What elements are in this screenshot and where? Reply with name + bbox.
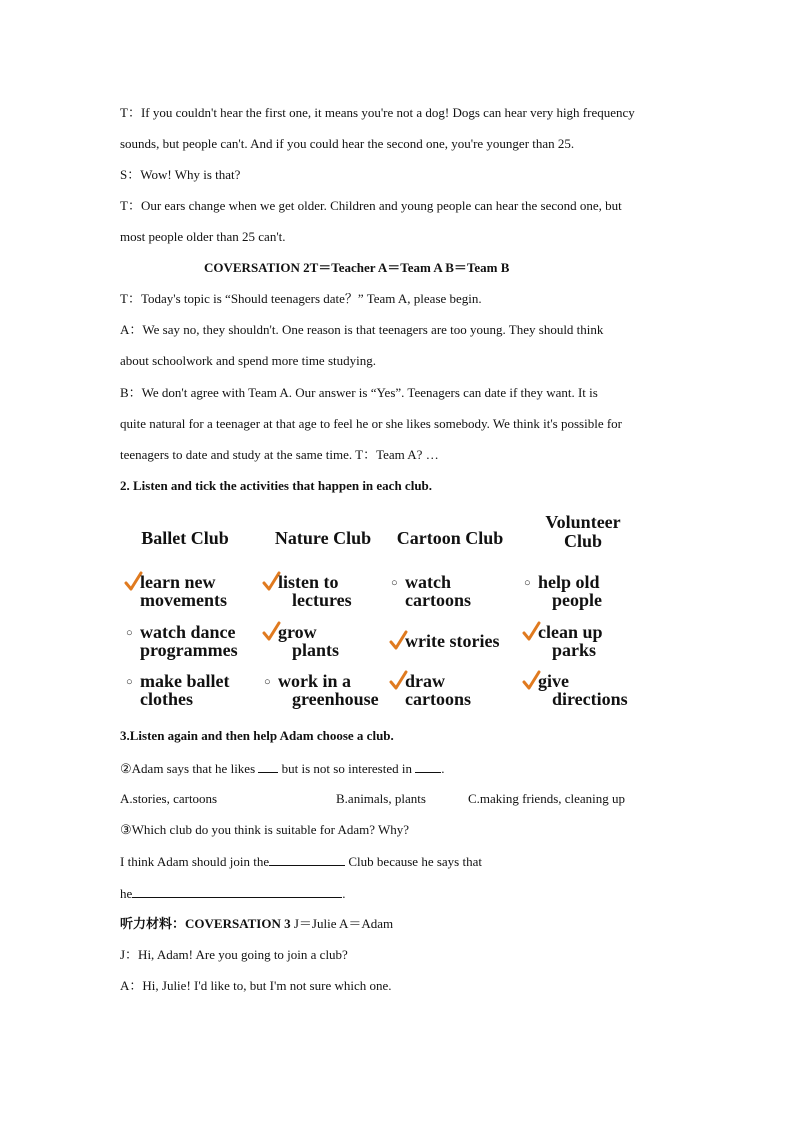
option-c[interactable]: C.making friends, cleaning up: [468, 791, 626, 806]
activity-label-line: directions: [552, 689, 628, 709]
activity-label-line: draw: [405, 671, 445, 691]
activity-label-line: clothes: [140, 689, 193, 709]
activity-label: [278, 672, 398, 708]
activity-option[interactable]: [124, 623, 252, 663]
option-b[interactable]: B.animals, plants: [336, 791, 426, 806]
activity-label-line: watch: [405, 572, 451, 592]
answer-blank[interactable]: [415, 760, 441, 773]
activity-label-line: make ballet: [140, 671, 230, 691]
option-a[interactable]: A.stories, cartoons: [120, 791, 218, 806]
answer-blank[interactable]: [258, 760, 278, 773]
club-column: [258, 515, 388, 720]
text-line: most people older than 25 can't.: [120, 229, 286, 244]
club-title-line: Ballet Club: [141, 527, 229, 548]
text-line: teenagers to date and study at the same time. T：Team A? …: [120, 447, 439, 462]
text-fragment: he: [120, 886, 133, 901]
activity-label-line: grow: [278, 622, 317, 642]
activity-label-line: learn new: [140, 572, 216, 592]
activity-option[interactable]: [262, 573, 390, 613]
answer-blank[interactable]: [269, 853, 345, 866]
text-line: S：Wow! Why is that?: [120, 167, 241, 182]
club-title-line: Nature Club: [274, 527, 372, 548]
activity-option[interactable]: [262, 623, 390, 663]
activity-label-line: cartoons: [405, 689, 471, 709]
text-fragment: 听力材料：: [120, 917, 186, 932]
text-line: T：If you couldn't hear the first one, it means you're not a dog! Dogs can hear very high frequency: [120, 105, 635, 120]
text-line: J：Hi, Adam! Are you going to join a club?: [120, 947, 348, 962]
activity-label: [538, 623, 658, 659]
text-fragment: .: [342, 886, 346, 901]
activity-label-line: movements: [140, 590, 227, 610]
text-fragment: Club because he says that: [345, 854, 482, 869]
club-title-line: Club: [563, 531, 603, 551]
text-line: ③Which club do you think is suitable for Adam? Why?: [120, 822, 410, 837]
empty-circle-icon: ○: [126, 627, 133, 639]
text-line: T：Today's topic is “Should teenagers date？” Team A, please begin.: [120, 291, 482, 306]
text-fragment: .: [441, 761, 445, 776]
activity-option[interactable]: [389, 672, 517, 712]
empty-circle-icon: ○: [264, 676, 271, 688]
text-line: quite natural for a teenager at that age to feel he or she likes somebody. We think it's possible for: [120, 416, 623, 431]
club-title: [120, 515, 250, 561]
activity-label: [140, 573, 260, 609]
activity-option[interactable]: [262, 672, 390, 712]
text-line: sounds, but people can't. And if you could hear the second one, you're younger than 25.: [120, 136, 575, 151]
activity-label-line: clean up: [538, 622, 603, 642]
activity-label: [405, 632, 525, 650]
activity-label-line: people: [552, 590, 603, 610]
text-fragment: ②Adam says that he likes: [120, 761, 259, 776]
text-fragment: I think Adam should join the: [120, 854, 270, 869]
text-line: A：We say no, they shouldn't. One reason is that teenagers are too young. They should think: [120, 322, 604, 337]
activity-option[interactable]: [124, 672, 252, 712]
activity-label: [405, 573, 525, 609]
club-title-line: Cartoon Club: [396, 527, 504, 548]
activity-label: [538, 672, 658, 708]
activity-label-line: give: [538, 671, 569, 691]
activity-label: [140, 623, 260, 659]
clubs-table: [120, 512, 640, 720]
activity-label-line: watch dance: [140, 622, 236, 642]
activity-option[interactable]: [522, 672, 650, 712]
activity-label-line: cartoons: [405, 590, 471, 610]
question-2-heading: 2. Listen and tick the activities that happen in each club.: [120, 478, 433, 493]
activity-option[interactable]: [389, 632, 517, 672]
club-column: [385, 515, 515, 720]
empty-circle-icon: ○: [126, 676, 133, 688]
activity-label-line: lectures: [292, 590, 352, 610]
text-line: A：Hi, Julie! I'd like to, but I'm not sure which one.: [120, 978, 392, 993]
empty-circle-icon: ○: [524, 577, 531, 589]
activity-label-line: listen to: [278, 572, 339, 592]
activity-option[interactable]: [522, 573, 650, 613]
activity-label: [278, 573, 398, 609]
activity-option[interactable]: [522, 623, 650, 663]
activity-label-line: programmes: [140, 640, 238, 660]
activity-label-line: work in a: [278, 671, 352, 691]
club-title: [258, 515, 388, 561]
fill-blank-line: [120, 760, 680, 777]
activity-label: [538, 573, 658, 609]
fill-blank-line: [120, 885, 680, 902]
club-title: [518, 509, 648, 555]
text-line: B：We don't agree with Team A. Our answer is “Yes”. Teenagers can date if they want. It is: [120, 385, 598, 400]
activity-label: [140, 672, 260, 708]
text-fragment: but is not so interested in: [278, 761, 416, 776]
conversation-heading: [120, 916, 680, 933]
question-3-heading: 3.Listen again and then help Adam choose a club.: [120, 728, 394, 743]
text-fragment: J＝Julie A＝Adam: [290, 916, 394, 931]
text-line: T：Our ears change when we get older. Children and young people can hear the second one, but: [120, 198, 622, 213]
activity-option[interactable]: [124, 573, 252, 613]
activity-label-line: help old: [538, 572, 600, 592]
activity-label: [405, 672, 525, 708]
club-title: [385, 515, 515, 561]
club-title-line: Volunteer: [545, 512, 621, 532]
activity-option[interactable]: [389, 573, 517, 613]
activity-label-line: parks: [552, 640, 597, 660]
text-fragment: COVERSATION 3: [185, 916, 291, 931]
activity-label: [278, 623, 398, 659]
activity-label-line: greenhouse: [292, 689, 379, 709]
fill-blank-line: [120, 853, 680, 870]
answer-blank[interactable]: [132, 885, 342, 898]
empty-circle-icon: ○: [391, 577, 398, 589]
activity-label-line: write stories: [405, 631, 500, 651]
text-line: about schoolwork and spend more time studying.: [120, 353, 376, 368]
activity-label-line: plants: [292, 640, 340, 660]
club-column: [120, 515, 250, 720]
conversation-heading: COVERSATION 2T＝Teacher A＝Team A B＝Team B: [204, 260, 510, 275]
club-column: [518, 512, 648, 720]
